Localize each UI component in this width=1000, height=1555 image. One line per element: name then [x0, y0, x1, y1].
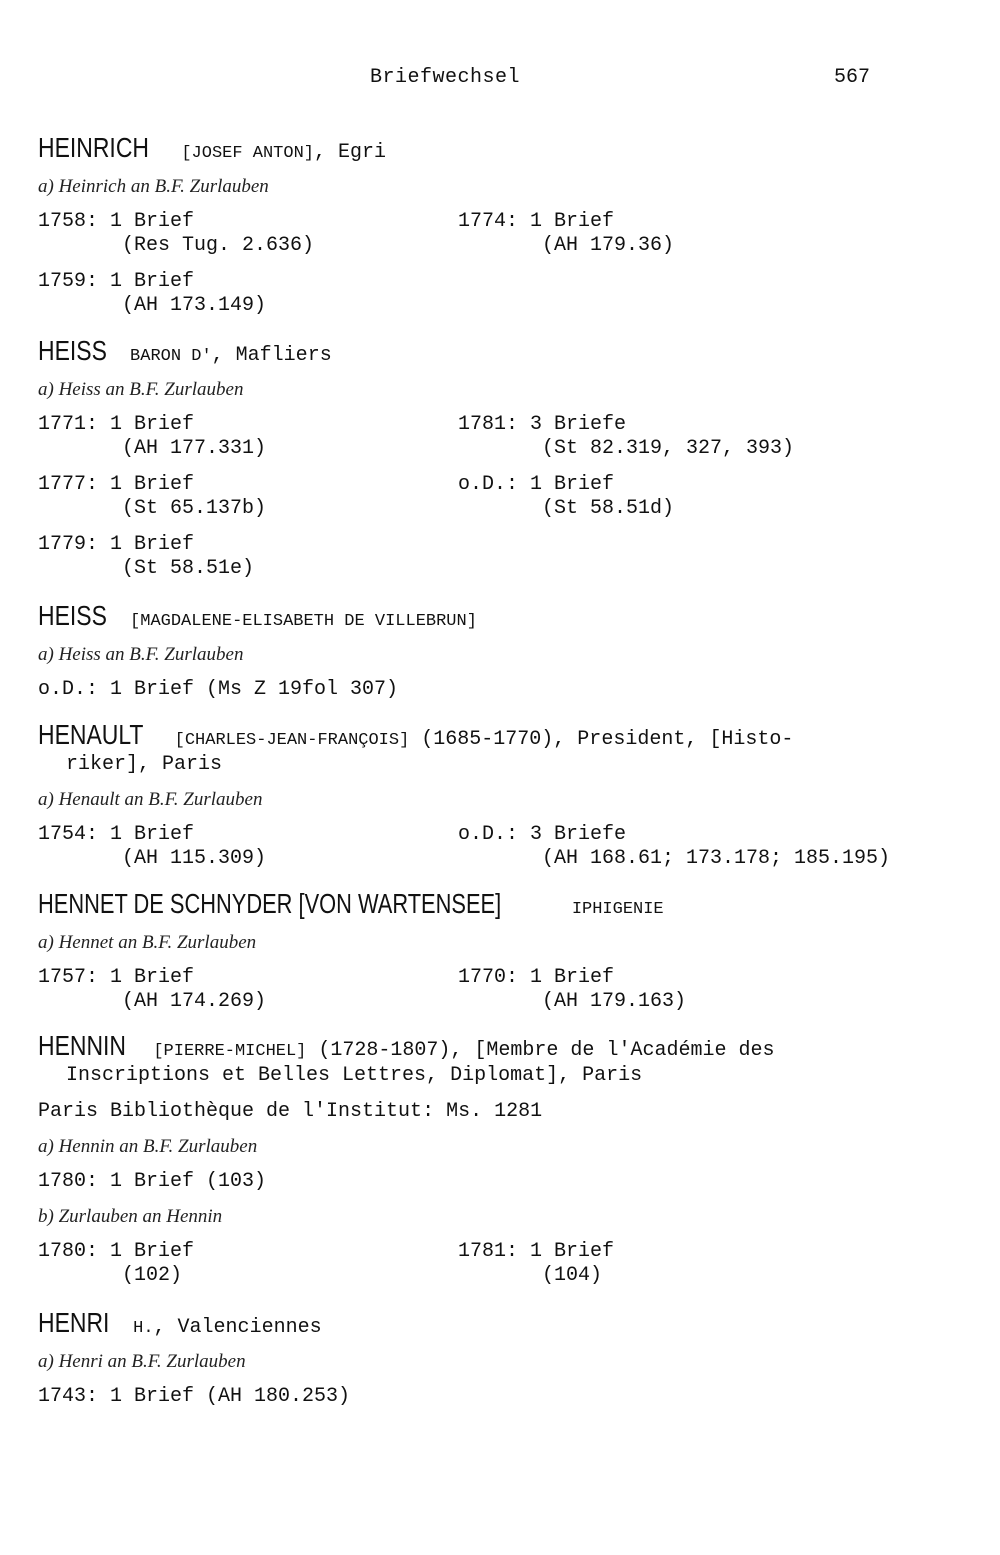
entry-name: HENAULT	[38, 719, 144, 750]
letter-row	[38, 823, 938, 871]
letter-cell	[38, 210, 314, 258]
letter-ref: (AH 115.309)	[122, 847, 267, 870]
entry-details: , Egri	[313, 141, 386, 164]
letter-cell	[458, 413, 794, 461]
entry-heading	[38, 1030, 938, 1064]
section-a-heading: a) Heiss an B.F. Zurlauben	[38, 644, 244, 665]
entry-hennin	[38, 1030, 938, 1288]
entry-heading	[38, 719, 938, 753]
entry-hennet	[38, 888, 938, 1014]
letter-date: 1759: 1 Brief	[38, 270, 195, 293]
entry-forename: [MAGDALENE-ELISABETH DE VILLEBRUN]	[130, 612, 477, 631]
section-a-heading: a) Henault an B.F. Zurlauben	[38, 789, 263, 810]
letter-row	[38, 473, 938, 521]
letter-ref: (St 58.51d)	[542, 497, 675, 520]
entry-heiss-baron	[38, 335, 938, 581]
entry-name: HEINRICH	[38, 132, 149, 163]
letter-ref: (St 65.137b)	[122, 497, 267, 520]
letter-ref: (AH 177.331)	[122, 437, 267, 460]
entry-heading	[38, 888, 938, 922]
letter-line: o.D.: 1 Brief (Ms Z 19fol 307)	[38, 678, 399, 701]
entry-heading	[38, 335, 938, 369]
letter-row	[38, 210, 938, 258]
letter-date: 1777: 1 Brief	[38, 473, 195, 496]
letter-date: 1758: 1 Brief	[38, 210, 195, 233]
letter-cell	[458, 1240, 614, 1288]
letter-ref: (St 58.51e)	[122, 557, 255, 580]
letter-ref: (AH 173.149)	[122, 294, 267, 317]
letter-ref: (104)	[542, 1264, 603, 1287]
entry-heading-continued: riker], Paris	[66, 753, 223, 776]
entry-name: HENNET DE SCHNYDER [VON WARTENSEE]	[38, 888, 502, 919]
letter-ref: (AH 179.163)	[542, 990, 687, 1013]
entry-forename: [PIERRE-MICHEL]	[153, 1042, 307, 1061]
entry-forename: [CHARLES-JEAN-FRANÇOIS]	[174, 731, 410, 750]
entry-forename: H.	[133, 1319, 154, 1338]
entry-details: , Mafliers	[211, 344, 332, 367]
letter-date: 1779: 1 Brief	[38, 533, 195, 556]
letter-cell	[458, 473, 674, 521]
entry-heading	[38, 132, 938, 166]
entry-details: (1685-1770), President, [Histo-	[409, 728, 794, 751]
letter-cell	[38, 413, 266, 461]
letter-cell	[38, 473, 266, 521]
letter-row	[38, 270, 938, 318]
letter-date: 1781: 1 Brief	[458, 1240, 615, 1263]
letter-cell	[38, 823, 266, 871]
letter-ref: (St 82.319, 327, 393)	[542, 437, 795, 460]
letter-date: 1781: 3 Briefe	[458, 413, 627, 436]
section-a-heading: a) Heinrich an B.F. Zurlauben	[38, 176, 269, 197]
letter-date: o.D.: 1 Brief	[458, 473, 615, 496]
letter-cell	[38, 966, 266, 1014]
letter-cell	[458, 210, 674, 258]
letter-date: 1771: 1 Brief	[38, 413, 195, 436]
letter-date: 1770: 1 Brief	[458, 966, 615, 989]
letter-cell	[458, 966, 686, 1014]
letter-cell	[458, 823, 890, 871]
letter-row	[38, 533, 938, 581]
entry-heiss-magdalene	[38, 600, 938, 702]
entry-name: HENNIN	[38, 1030, 127, 1061]
section-a-heading: a) Hennin an B.F. Zurlauben	[38, 1136, 258, 1157]
letter-date: 1754: 1 Brief	[38, 823, 195, 846]
page-number: 567	[834, 66, 871, 89]
entry-henri	[38, 1307, 938, 1409]
letter-line: 1780: 1 Brief (103)	[38, 1170, 267, 1193]
letter-ref: (AH 168.61; 173.178; 185.195)	[542, 847, 891, 870]
section-b-heading: b) Zurlauben an Hennin	[38, 1206, 223, 1227]
letter-date: 1774: 1 Brief	[458, 210, 615, 233]
entry-name: HEISS	[38, 335, 107, 366]
entry-heading	[38, 1307, 938, 1341]
entry-forename: IPHIGENIE	[571, 900, 664, 919]
section-a-heading: a) Hennet an B.F. Zurlauben	[38, 932, 257, 953]
entry-heading	[38, 600, 938, 634]
letter-ref: (Res Tug. 2.636)	[122, 234, 315, 257]
letter-cell	[38, 1240, 194, 1288]
entry-heading-continued: Inscriptions et Belles Lettres, Diplomat], Paris	[66, 1064, 643, 1087]
source-line: Paris Bibliothèque de l'Institut: Ms. 1281	[38, 1100, 543, 1123]
letter-line: 1743: 1 Brief (AH 180.253)	[38, 1385, 351, 1408]
entry-name: HENRI	[38, 1307, 110, 1338]
entry-details: (1728-1807), [Membre de l'Académie des	[306, 1039, 775, 1062]
section-a-heading: a) Heiss an B.F. Zurlauben	[38, 379, 244, 400]
entry-henault	[38, 719, 938, 871]
entry-name: HEISS	[38, 600, 107, 631]
letter-cell	[38, 270, 266, 318]
letter-ref: (102)	[122, 1264, 183, 1287]
entry-forename: BARON D'	[130, 347, 212, 366]
letter-date: o.D.: 3 Briefe	[458, 823, 627, 846]
letter-ref: (AH 174.269)	[122, 990, 267, 1013]
letter-date: 1757: 1 Brief	[38, 966, 195, 989]
entry-details: , Valenciennes	[153, 1316, 322, 1339]
entry-heinrich	[38, 132, 938, 318]
letter-row	[38, 1240, 938, 1288]
letter-date: 1780: 1 Brief	[38, 1240, 195, 1263]
letter-row	[38, 966, 938, 1014]
letter-row	[38, 413, 938, 461]
section-a-heading: a) Henri an B.F. Zurlauben	[38, 1351, 246, 1372]
letter-cell	[38, 533, 254, 581]
running-header-title: Briefwechsel	[370, 66, 521, 89]
entry-forename: [JOSEF ANTON]	[181, 144, 314, 163]
letter-ref: (AH 179.36)	[542, 234, 675, 257]
